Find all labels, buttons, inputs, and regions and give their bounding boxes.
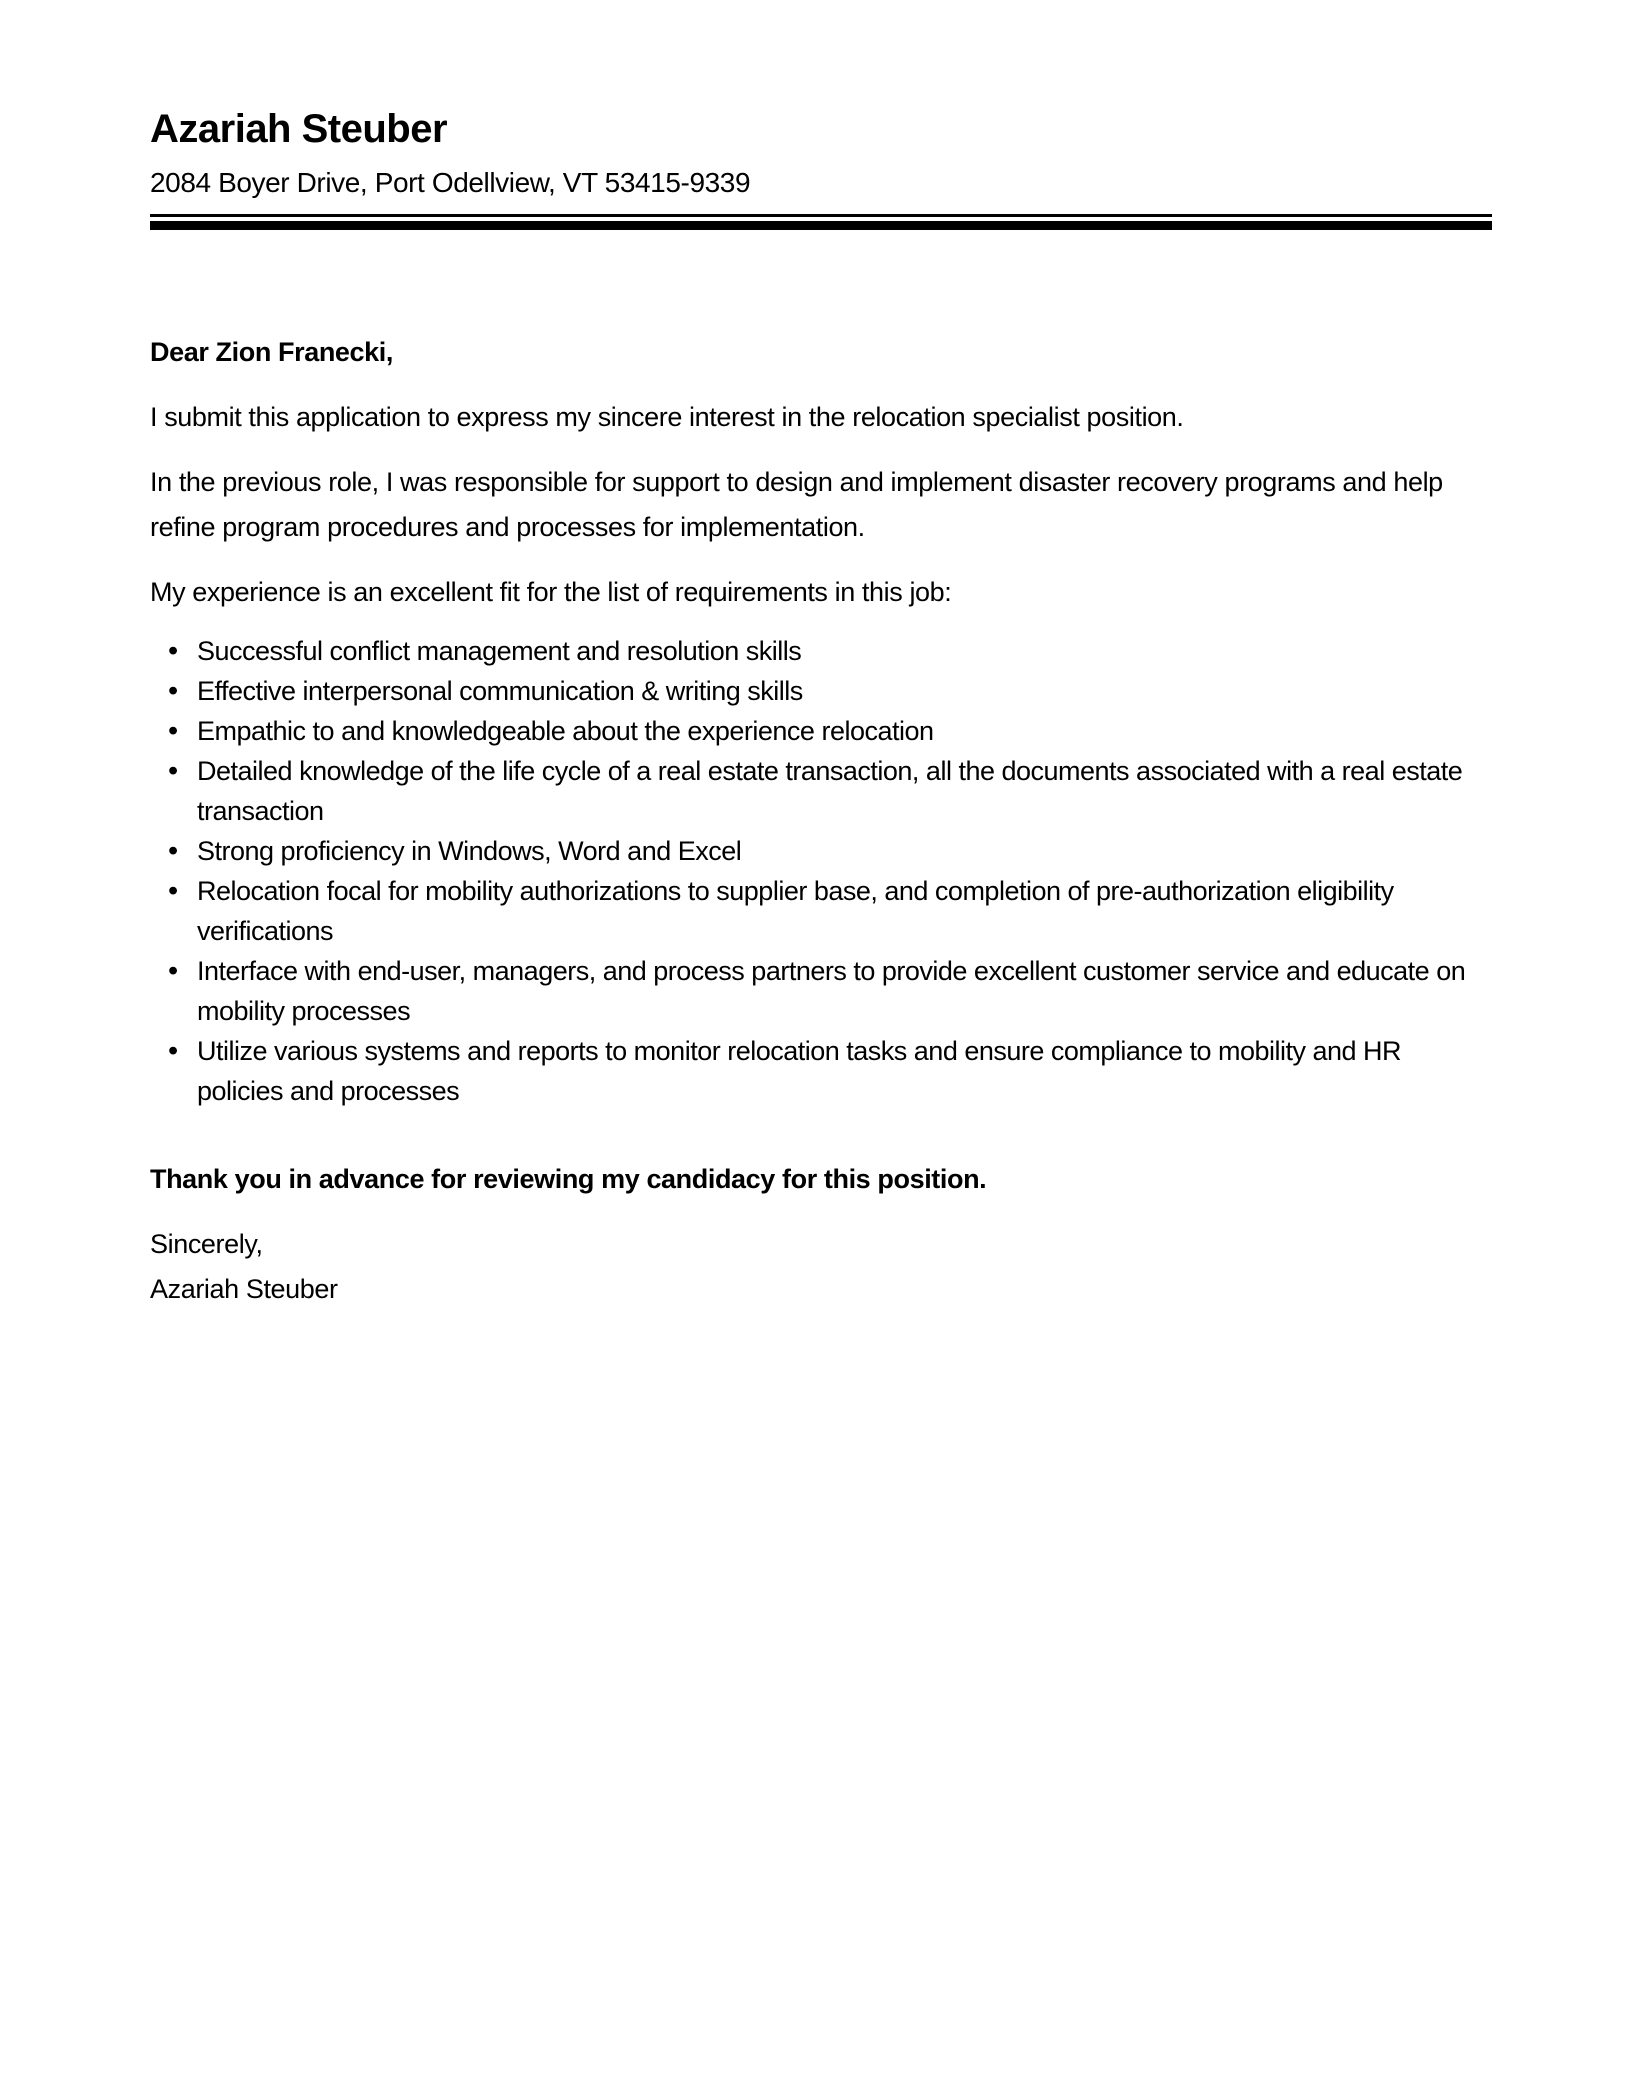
experience-lead-in-paragraph: My experience is an excellent fit for the list of requirements in this job:: [150, 577, 952, 607]
bullet-marker-icon: •: [168, 715, 178, 747]
requirement-text: Empathic to and knowledgeable about the experience relocation: [197, 716, 934, 746]
requirement-text: Relocation focal for mobility authorizations to supplier base, and completion of pre-authorization eligibility verifications: [197, 876, 1394, 946]
requirement-item: [168, 671, 1492, 711]
signoff: Sincerely,: [150, 1229, 263, 1259]
closing-statement: Thank you in advance for reviewing my candidacy for this position.: [150, 1164, 987, 1194]
requirement-text: Strong proficiency in Windows, Word and Excel: [197, 836, 742, 866]
requirement-item: [168, 631, 1492, 671]
sender-name: Azariah Steuber: [150, 107, 448, 151]
signoff-block: [150, 1222, 1492, 1312]
requirement-item: [168, 1031, 1492, 1111]
requirement-text: Utilize various systems and reports to monitor relocation tasks and ensure compliance to mobility and HR policies and processes: [197, 1036, 1402, 1106]
requirement-text: Interface with end-user, managers, and process partners to provide excellent customer service and educate on mobility processes: [197, 956, 1466, 1026]
requirement-text: Successful conflict management and resolution skills: [197, 636, 802, 666]
bullet-marker-icon: •: [168, 675, 178, 707]
requirement-item: [168, 951, 1492, 1031]
requirements-list: [150, 631, 1492, 1111]
letter-header: [150, 106, 1492, 230]
intro-paragraph: I submit this application to express my sincere interest in the relocation specialist position.: [150, 402, 1184, 432]
header-divider: [150, 214, 1492, 230]
requirement-text: Effective interpersonal communication & writing skills: [197, 676, 803, 706]
previous-role-paragraph: In the previous role, I was responsible for support to design and implement disaster recovery programs and help refine program procedures and processes for implementation.: [150, 467, 1443, 542]
requirement-item: [168, 711, 1492, 751]
bullet-marker-icon: •: [168, 835, 178, 867]
bullet-marker-icon: •: [168, 755, 178, 787]
bullet-marker-icon: •: [168, 955, 178, 987]
sender-address: 2084 Boyer Drive, Port Odellview, VT 53415-9339: [150, 167, 751, 198]
greeting: Dear Zion Franecki,: [150, 337, 393, 367]
bullet-marker-icon: •: [168, 635, 178, 667]
requirement-item: [168, 751, 1492, 831]
signature-name: Azariah Steuber: [150, 1274, 338, 1304]
requirement-text: Detailed knowledge of the life cycle of a real estate transaction, all the documents associated with a real estate transaction: [197, 756, 1463, 826]
bullet-marker-icon: •: [168, 1035, 178, 1067]
requirement-item: [168, 831, 1492, 871]
bullet-marker-icon: •: [168, 875, 178, 907]
requirement-item: [168, 871, 1492, 951]
